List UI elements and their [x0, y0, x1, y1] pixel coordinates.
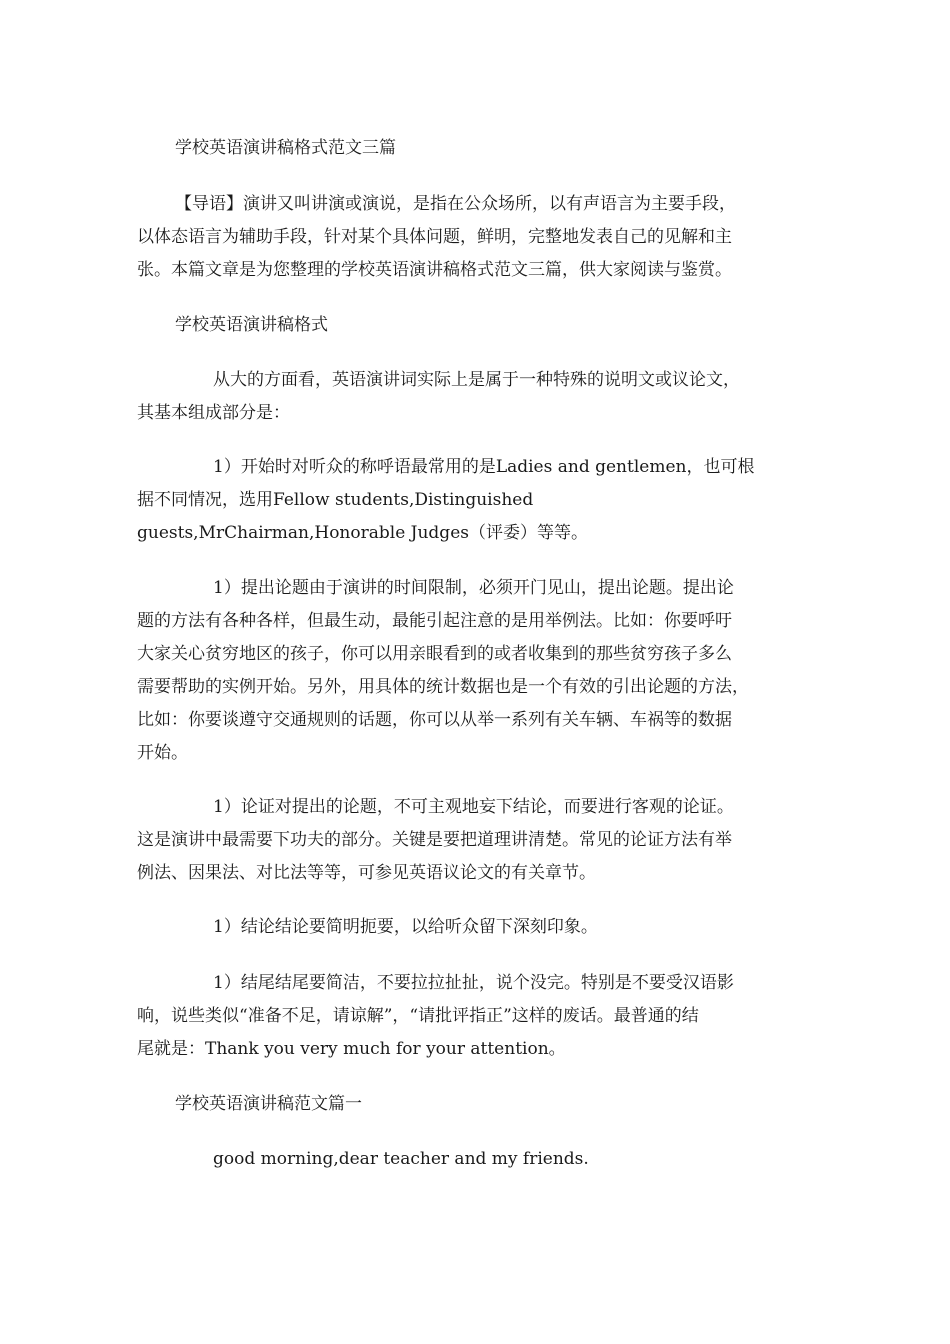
section-heading-format — [137, 309, 817, 342]
paragraph-line: 开始。 — [137, 743, 188, 763]
paragraph-line: 比如：你要谈遵守交通规则的话题，你可以从举一系列有关车辆、车祸等的数据 — [137, 710, 732, 730]
intro-paragraph — [137, 188, 817, 287]
paragraph-ending — [137, 967, 817, 1066]
intro-line: 以体态语言为辅助手段，针对某个具体问题，鲜明，完整地发表自己的见解和主 — [137, 227, 732, 247]
paragraph-argument — [137, 791, 817, 890]
paragraph-line: 1）论证对提出的论题，不可主观地妄下结论，而要进行客观的论证。 — [213, 797, 734, 817]
paragraph-line: 题的方法有各种各样，但最生动，最能引起注意的是用举例法。比如：你要呼吁 — [137, 611, 732, 631]
paragraph-line: 例法、因果法、对比法等等，可参见英语议论文的有关章节。 — [137, 863, 596, 883]
section-heading-text: 学校英语演讲稿格式 — [175, 315, 328, 335]
title-text: 学校英语演讲稿格式范文三篇 — [175, 138, 396, 158]
paragraph-line: 其基本组成部分是： — [137, 403, 290, 423]
sample-greeting-text: good morning,dear teacher and my friends. — [213, 1149, 589, 1169]
paragraph-line: 需要帮助的实例开始。另外，用具体的统计数据也是一个有效的引出论题的方法， — [137, 677, 749, 697]
paragraph-line: 大家关心贫穷地区的孩子，你可以用亲眼看到的或者收集到的那些贫穷孩子多么 — [137, 644, 732, 664]
paragraph-line: 这是演讲中最需要下功夫的部分。关键是要把道理讲清楚。常见的论证方法有举 — [137, 830, 732, 850]
paragraph-line: guests,MrChairman,Honorable Judges（评委）等等。 — [137, 523, 588, 543]
paragraph-line: 1）提出论题由于演讲的时间限制，必须开门见山，提出论题。提出论 — [213, 578, 734, 598]
paragraph-line: 据不同情况，选用Fellow students,Distinguished — [137, 490, 534, 510]
paragraph-line: 1）结尾结尾要简洁，不要拉拉扯扯，说个没完。特别是不要受汉语影 — [213, 973, 734, 993]
paragraph-line: 1）结论结论要简明扼要，以给听众留下深刻印象。 — [213, 917, 598, 937]
paragraph-line: 响，说些类似“准备不足，请谅解”，“请批评指正”这样的废话。最普通的结 — [137, 1006, 699, 1026]
paragraph-line: 1）开始时对听众的称呼语最常用的是Ladies and gentlemen，也可根 — [213, 457, 755, 477]
section-heading-sample — [137, 1088, 817, 1121]
paragraph-line: 尾就是：Thank you very much for your attention。 — [137, 1039, 566, 1059]
document-title — [137, 132, 817, 165]
paragraph-overview — [137, 364, 817, 430]
paragraph-line: 从大的方面看，英语演讲词实际上是属于一种特殊的说明文或议论文， — [213, 370, 740, 390]
intro-line: 【导语】演讲又叫讲演或演说，是指在公众场所，以有声语言为主要手段， — [175, 194, 736, 214]
section-heading-text: 学校英语演讲稿范文篇一 — [175, 1094, 362, 1114]
paragraph-topic — [137, 572, 817, 770]
sample-greeting — [137, 1143, 817, 1176]
paragraph-conclusion — [137, 911, 817, 944]
paragraph-greeting — [137, 451, 817, 550]
intro-line: 张。本篇文章是为您整理的学校英语演讲稿格式范文三篇，供大家阅读与鉴赏。 — [137, 260, 732, 280]
